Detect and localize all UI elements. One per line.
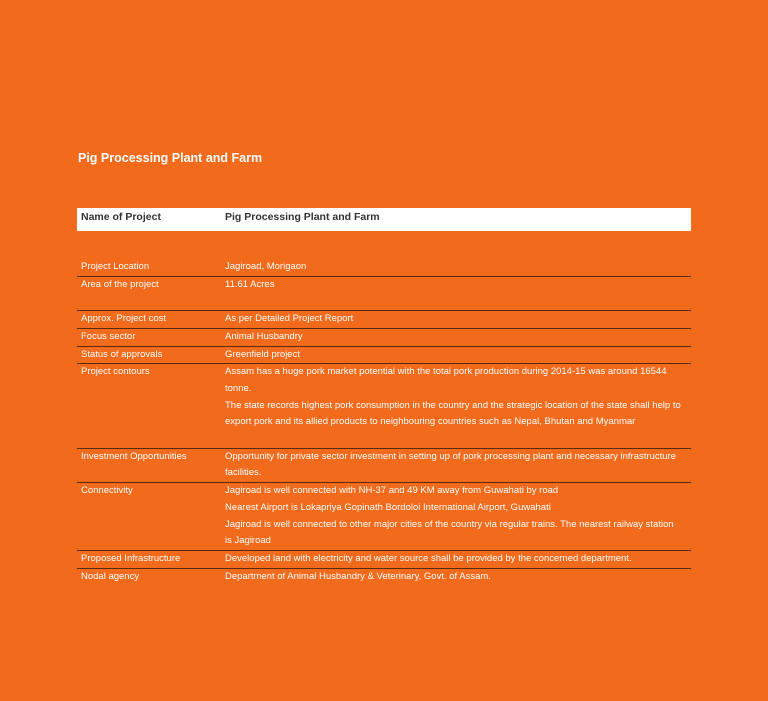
- row-value: [225, 277, 681, 310]
- row-value-text: 11.61 Acres: [225, 278, 275, 290]
- table-header-row: [77, 208, 691, 231]
- row-label: Nodal agency: [81, 570, 140, 582]
- row-value: [225, 569, 681, 586]
- row-value: [225, 449, 681, 482]
- table-row: [77, 347, 691, 365]
- project-details-table: [77, 259, 691, 585]
- row-label: Project Location: [81, 261, 150, 272]
- row-value: [225, 347, 681, 364]
- row-value: [225, 551, 681, 568]
- table-row: [77, 483, 691, 551]
- row-value: [225, 483, 681, 550]
- header-label: Name of Project: [81, 211, 161, 223]
- header-value: Pig Processing Plant and Farm: [225, 211, 380, 223]
- row-value: [225, 364, 681, 448]
- row-value-text: Greenfield project: [225, 348, 300, 360]
- table-row: [77, 551, 691, 569]
- row-value: [225, 259, 681, 276]
- row-value-text: Department of Animal Husbandry & Veterinary, Govt. of Assam.: [225, 570, 491, 582]
- row-value: [225, 329, 681, 346]
- table-row: [77, 277, 691, 311]
- row-value-text: Jagiroad is well connected to other major cities of the country via regular trains. The nearest railway station is Jagiroad: [225, 518, 674, 547]
- row-label: Area of the project: [81, 278, 159, 290]
- row-value-text: Nearest Airport is Lokapriya Gopinath Bordoloi International Airport, Guwahati: [225, 501, 551, 513]
- table-row: [77, 311, 691, 329]
- row-label: Proposed Infrastructure: [81, 552, 181, 564]
- table-row: [77, 449, 691, 483]
- row-label: Focus sector: [81, 330, 136, 342]
- page-title: Pig Processing Plant and Farm: [78, 151, 263, 165]
- row-value-text: Developed land with electricity and water source shall be provided by the concerned department.: [225, 552, 632, 564]
- row-value-text: Jagiroad, Morigaon: [225, 261, 307, 272]
- row-value-text: The state records highest pork consumption in the country and the strategic location of the state shall help to export pork and its allied products to neighbouring countries such as Nepal, Bhutan and Myanmar: [225, 399, 681, 428]
- table-row: [77, 259, 691, 277]
- row-label: Investment Opportunities: [81, 450, 187, 462]
- row-label: Approx. Project cost: [81, 313, 167, 325]
- row-label: Status of approvals: [81, 348, 163, 360]
- row-value-text: Opportunity for private sector investment in setting up of pork processing plant and necessary infrastructure facilities.: [225, 450, 676, 479]
- table-row: [77, 569, 691, 586]
- table-row: [77, 329, 691, 347]
- row-label: Project contours: [81, 366, 150, 378]
- row-value-text: Jagiroad is well connected with NH-37 and 49 KM away from Guwahati by road: [225, 485, 559, 497]
- row-value-text: As per Detailed Project Report: [225, 313, 354, 325]
- row-value: [225, 311, 681, 328]
- row-value-text: Assam has a huge pork market potential with the total pork production during 2014-15 was around 16544 tonne.: [225, 366, 667, 394]
- row-value-text: Animal Husbandry: [225, 330, 303, 342]
- table-row: [77, 364, 691, 449]
- row-label: Connectivity: [81, 485, 133, 497]
